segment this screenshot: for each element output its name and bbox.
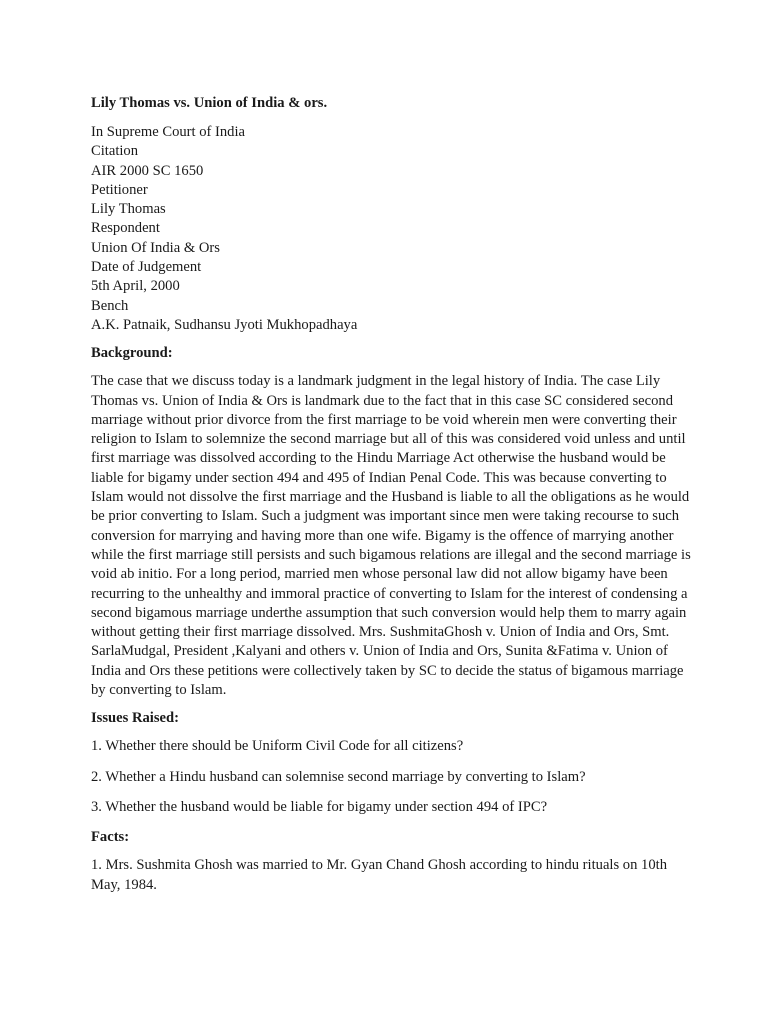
- petitioner-value: Lily Thomas: [91, 201, 166, 218]
- respondent-label: Respondent: [91, 220, 160, 237]
- document-title: Lily Thomas vs. Union of India & ors.: [91, 95, 328, 111]
- bench-value: A.K. Patnaik, Sudhansu Jyoti Mukhopadhaya: [91, 316, 358, 333]
- bench-label: Bench: [91, 297, 129, 314]
- court-line: In Supreme Court of India: [91, 124, 246, 140]
- issue-item: 3. Whether the husband would be liable for bigamy under section 494 of IPC?: [91, 798, 548, 815]
- background-heading: Background:: [91, 345, 173, 362]
- judgement-date-label: Date of Judgement: [91, 259, 202, 276]
- issue-item: 1. Whether there should be Uniform Civil Code for all citizens?: [91, 738, 464, 755]
- issues-heading: Issues Raised:: [91, 710, 179, 727]
- citation-value: AIR 2000 SC 1650: [91, 162, 204, 179]
- case-details: [91, 123, 698, 335]
- fact-item: 1. Mrs. Sushmita Ghosh was married to Mr. Gyan Chand Ghosh according to hindu rituals on 10th May, 1984.: [91, 857, 667, 893]
- citation-label: Citation: [91, 143, 139, 160]
- respondent-value: Union Of India & Ors: [91, 239, 220, 256]
- facts-heading: Facts:: [91, 829, 130, 846]
- background-paragraph: The case that we discuss today is a landmark judgment in the legal history of India. The case Lily Thomas vs. Union of India & Ors is landmark due to the fact that in this case SC considered second marriage without prior divorce from the first marriage to be void wherein men were converting their religion to Islam to solemnize the second marriage but all of this was considered void unless and until first marriage was dissolved according to the Hindu Marriage Act otherwise the husband would be liable for bigamy under section 494 and 495 of Indian Penal Code. This was because converting to Islam would not dissolve the first marriage and the Husband is liable to all the obligations as he would be prior converting to Islam. Such a judgment was important since men were taking recourse to such conversion for marrying and having more than one wife. Bigamy is the offence of marrying another while the first marriage still persists and such bigamous relations are illegal and the second marriage is void ab initio. For a long period, married men whose personal law did not allow bigamy have been recurring to the unhealthy and immoral practice of converting to Islam for the interest of condensing a second bigamous marriage underthe assumption that such conversion would help them to marry again without getting their first marriage dissolved. Mrs. SushmitaGhosh v. Union of India and Ors, Smt. SarlaMudgal, President ,Kalyani and others v. Union of India and Ors, Sunita &Fatima v. Union of India and Ors these petitions were collectively taken by SC to decide the status of bigamous marriage by converting to Islam.: [91, 373, 691, 699]
- issue-item: 2. Whether a Hindu husband can solemnise second marriage by converting to Islam?: [91, 768, 586, 785]
- judgement-date-value: 5th April, 2000: [91, 278, 180, 295]
- petitioner-label: Petitioner: [91, 181, 148, 198]
